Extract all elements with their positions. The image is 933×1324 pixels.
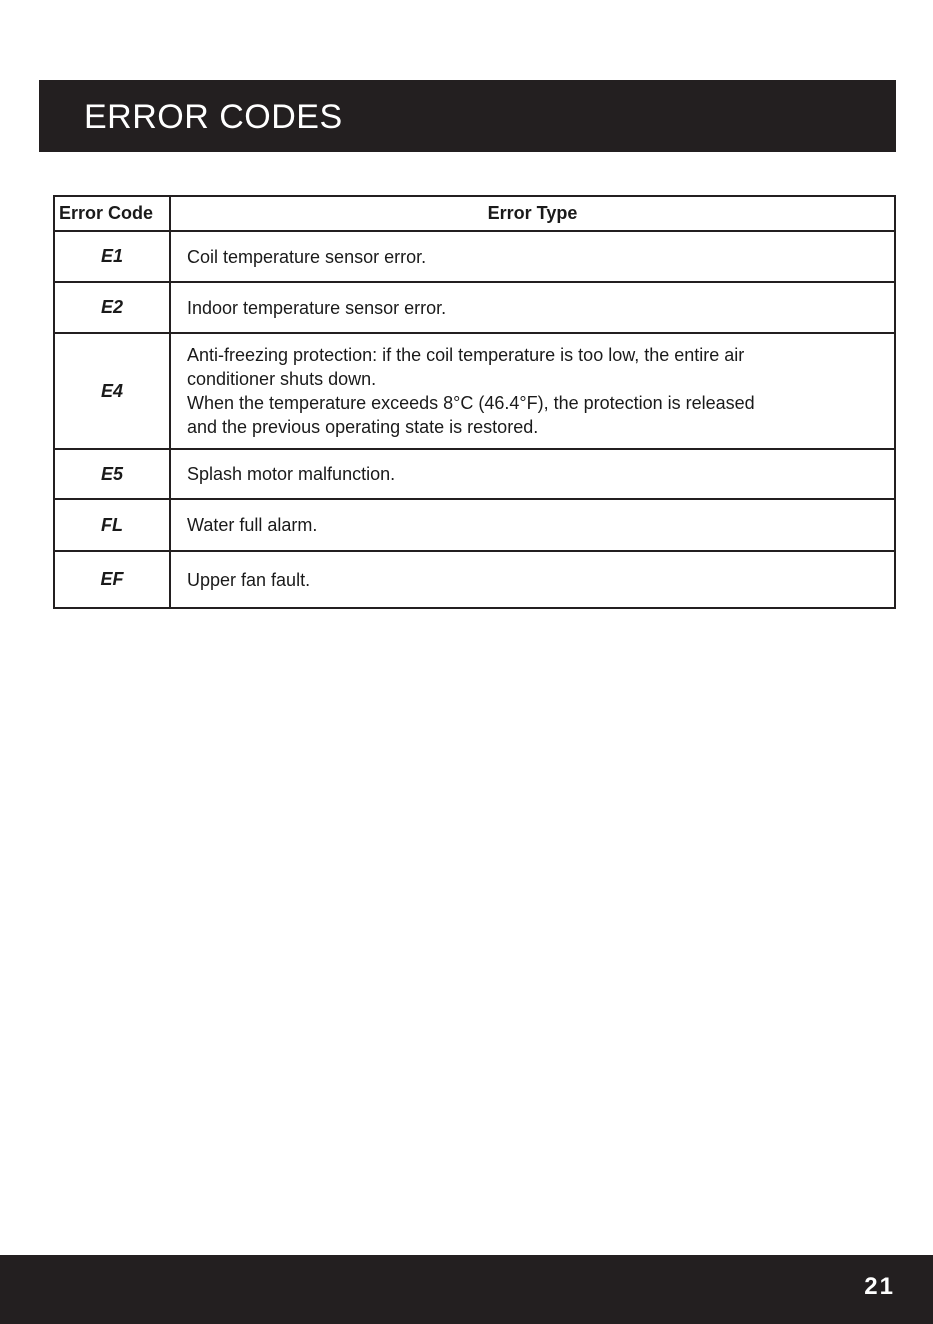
error-codes-table <box>53 195 896 609</box>
table-row <box>54 449 895 499</box>
error-code-cell: E1 <box>54 231 170 282</box>
error-code-cell: E5 <box>54 449 170 499</box>
column-header-error-code: Error Code <box>54 196 170 231</box>
description-line: Anti-freezing protection: if the coil temperature is too low, the entire air <box>187 345 745 365</box>
error-code-cell: E2 <box>54 282 170 333</box>
error-type-cell <box>170 499 895 551</box>
error-code-cell: EF <box>54 551 170 608</box>
description-line: Coil temperature sensor error. <box>187 246 427 267</box>
error-type-cell <box>170 231 895 282</box>
description-line: and the previous operating state is restored. <box>187 417 539 437</box>
error-type-cell <box>170 282 895 333</box>
table-row <box>54 333 895 449</box>
error-type-cell <box>170 333 895 449</box>
description-line: Splash motor malfunction. <box>187 464 396 484</box>
table-row <box>54 231 895 282</box>
description-line: Indoor temperature sensor error. <box>187 297 447 318</box>
footer-bar <box>0 1255 933 1324</box>
description-line: conditioner shuts down. <box>187 369 377 389</box>
description-line: Water full alarm. <box>187 515 318 535</box>
page-number: 21 <box>864 1273 895 1300</box>
page-title: ERROR CODES <box>84 98 343 136</box>
table-header-row <box>54 196 895 231</box>
header-bar <box>39 80 896 152</box>
error-code-cell: E4 <box>54 333 170 449</box>
description-line: When the temperature exceeds 8°C (46.4°F), the protection is released <box>187 393 755 413</box>
table-row <box>54 282 895 333</box>
table-row <box>54 499 895 551</box>
error-type-cell <box>170 551 895 608</box>
error-code-cell: FL <box>54 499 170 551</box>
description-line: Upper fan fault. <box>187 569 311 590</box>
table-row <box>54 551 895 608</box>
error-type-cell <box>170 449 895 499</box>
column-header-error-type: Error Type <box>170 196 895 231</box>
